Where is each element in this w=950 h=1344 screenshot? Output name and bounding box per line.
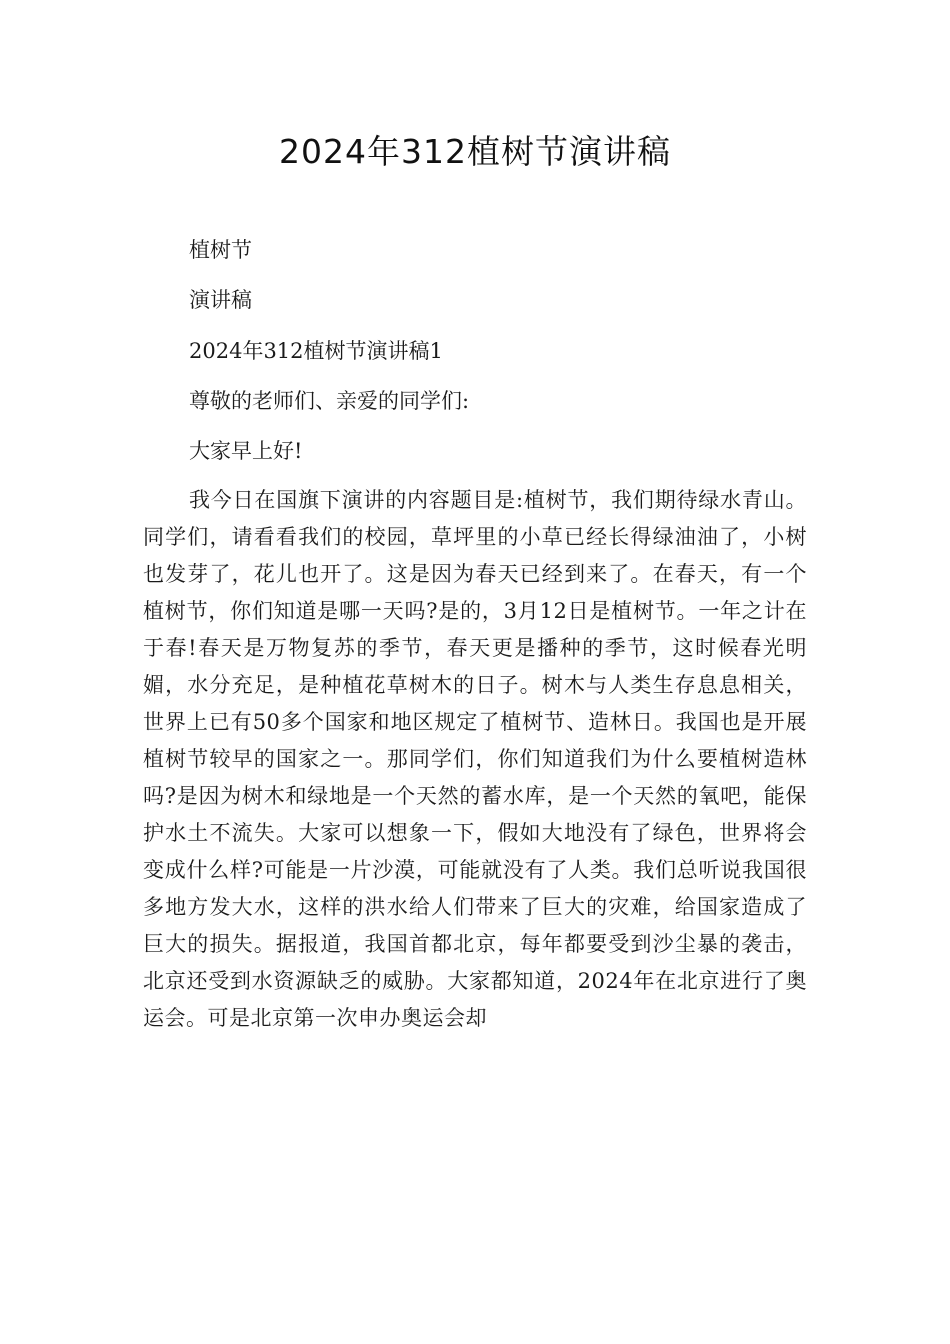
body-paragraph: 我今日在国旗下演讲的内容题目是:植树节，我们期待绿水青山。同学们，请看看我们的校园，草坪里的小草已经长得绿油油了，小树也发芽了，花儿也开了。这是因为春天已经到来了。在春天，有一个植树节，你们知道是哪一天吗?是的，3月12日是植树节。一年之计在于春!春天是万物复苏的季节，春天更是播种的季节，这时候春光明媚，水分充足，是种植花草树木的日子。树木与人类生存息息相关，世界上已有50多个国家和地区规定了植树节、造林日。我国也是开展植树节较早的国家之一。那同学们，你们知道我们为什么要植树造林吗?是因为树木和绿地是一个天然的蓄水库，是一个天然的氧吧，能保护水土不流失。大家可以想象一下，假如大地没有了绿色，世界将会变成什么样?可能是一片沙漠，可能就没有了人类。我们总听说我国很多地方发大水，这样的洪水给人们带来了巨大的灾难，给国家造成了巨大的损失。据报道，我国首都北京，每年都要受到沙尘暴的袭击，北京还受到水资源缺乏的威胁。大家都知道，2024年在北京进行了奥运会。可是北京第一次申办奥运会却: [143, 488, 807, 1030]
document-title: 2024年312植树节演讲稿: [279, 132, 671, 171]
section-subtitle: 2024年312植树节演讲稿1: [189, 339, 443, 363]
salutation: 尊敬的老师们、亲爱的同学们:: [189, 389, 470, 413]
heading-line: 植树节: [189, 238, 252, 262]
greeting: 大家早上好!: [189, 439, 303, 463]
heading-line: 演讲稿: [189, 288, 252, 312]
